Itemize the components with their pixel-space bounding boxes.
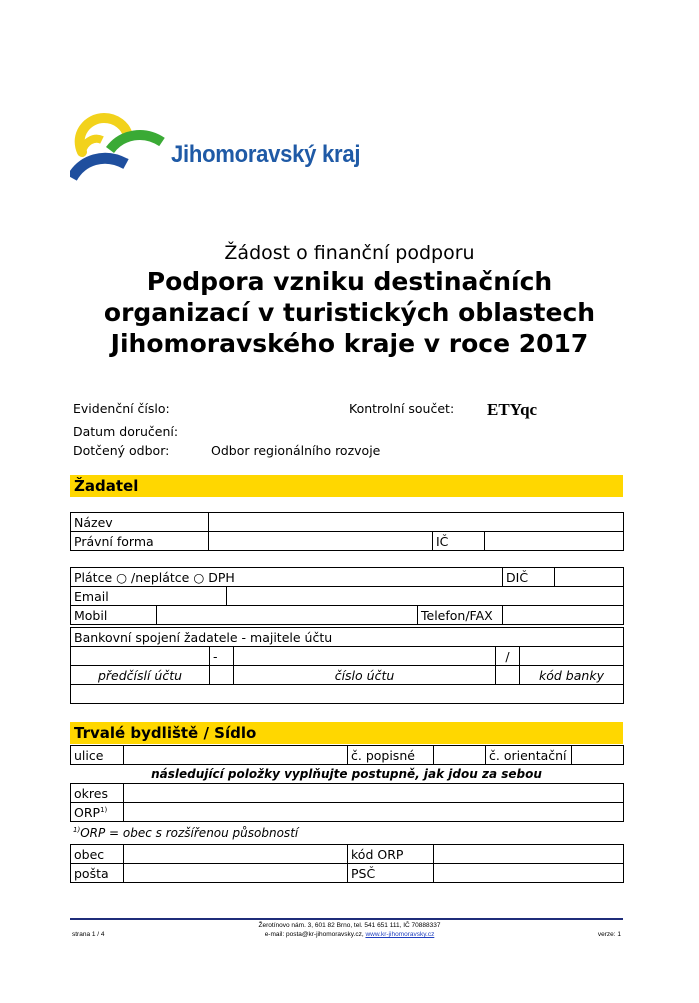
- kod-orp-label: kód ORP: [348, 845, 434, 864]
- c-popisne-field[interactable]: [434, 746, 486, 765]
- bank-account-table: [70, 627, 624, 704]
- address-region-table: [70, 783, 624, 822]
- footer-email: e-mail: posta@kr-jihomoravsky.cz,: [264, 931, 364, 938]
- mobil-label: Mobil: [71, 606, 157, 625]
- address-city-table: [70, 844, 624, 883]
- posta-label: pošta: [71, 864, 124, 883]
- blank-cell: [210, 666, 234, 685]
- psc-label: PSČ: [348, 864, 434, 883]
- obec-field[interactable]: [124, 845, 348, 864]
- cislo-uctu-field[interactable]: [234, 647, 496, 666]
- email-field[interactable]: [227, 587, 624, 606]
- okres-field[interactable]: [124, 784, 624, 803]
- orp-footnote: [73, 826, 298, 840]
- footnote-mark: 1): [73, 826, 81, 834]
- predcisli-label: předčíslí účtu: [71, 666, 210, 685]
- kod-banky-field[interactable]: [520, 647, 624, 666]
- mobil-field[interactable]: [157, 606, 418, 625]
- fill-order-instruction: následující položky vyplňujte postupně, jak jdou za sebou: [151, 767, 542, 781]
- title-line-3: Jihomoravského kraje v roce 2017: [110, 329, 589, 358]
- dash-separator: -: [210, 647, 234, 666]
- predcisli-field[interactable]: [71, 647, 210, 666]
- footnote-text: ORP = obec s rozšířenou působností: [80, 826, 299, 840]
- telefon-fax-label: Telefon/FAX: [418, 606, 503, 625]
- nazev-field[interactable]: [209, 513, 624, 532]
- posta-field[interactable]: [124, 864, 348, 883]
- kod-banky-label: kód banky: [520, 666, 624, 685]
- document-subtitle: Žádost o finanční podporu: [224, 242, 475, 264]
- okres-label: okres: [71, 784, 124, 803]
- ic-label: IČ: [433, 532, 485, 551]
- logo-text: Jihomoravský kraj: [171, 141, 361, 168]
- footer-web-link[interactable]: www.kr-jihomoravsky.cz: [365, 931, 435, 938]
- title-line-1: Podpora vzniku destinačních: [146, 267, 553, 296]
- nazev-label: Název: [71, 513, 209, 532]
- ulice-label: ulice: [71, 746, 124, 765]
- bank-extra-row[interactable]: [71, 685, 624, 704]
- zadatel-contact-table: [70, 567, 624, 625]
- psc-field[interactable]: [434, 864, 624, 883]
- version-label: verze: 1: [597, 931, 621, 938]
- datum-doruceni-label: Datum doručení:: [73, 424, 179, 439]
- platce-dph-field[interactable]: Plátce ○ /neplátce ○ DPH: [71, 568, 503, 587]
- address-street-table: [70, 745, 624, 765]
- pravni-forma-label: Právní forma: [71, 532, 209, 551]
- page-number: strana 1 / 4: [72, 931, 105, 938]
- evidencni-cislo-label: Evidenční číslo:: [73, 401, 170, 416]
- telefon-fax-field[interactable]: [503, 606, 624, 625]
- c-orientacni-label: č. orientační: [486, 746, 572, 765]
- orp-footnote-mark: 1): [100, 805, 108, 814]
- zadatel-name-table: [70, 512, 624, 551]
- cislo-uctu-label: číslo účtu: [234, 666, 496, 685]
- slash-separator: /: [496, 647, 520, 666]
- dic-field[interactable]: [555, 568, 624, 587]
- c-popisne-label: č. popisné: [348, 746, 434, 765]
- bank-account-label: Bankovní spojení žadatele - majitele účtu: [71, 628, 624, 647]
- document-title: [0, 266, 699, 359]
- ulice-field[interactable]: [124, 746, 348, 765]
- email-label: Email: [71, 587, 227, 606]
- jihomoravsky-kraj-logo: [70, 112, 170, 184]
- pravni-forma-field[interactable]: [209, 532, 433, 551]
- kontrolni-soucet-value: ETYqc: [487, 400, 538, 419]
- kontrolni-soucet-label: Kontrolní součet:: [349, 401, 455, 416]
- footer-divider: [70, 918, 623, 920]
- orp-field[interactable]: [124, 803, 624, 822]
- footer-address-line: Žerotínovo nám. 3, 601 82 Brno, tel. 541 651 111, IČ 70888337: [258, 922, 441, 929]
- section-bydliste-header: Trvalé bydliště / Sídlo: [70, 722, 623, 744]
- ic-field[interactable]: [485, 532, 624, 551]
- dotceny-odbor-value: Odbor regionálního rozvoje: [211, 443, 381, 458]
- obec-label: obec: [71, 845, 124, 864]
- orp-text: ORP: [74, 804, 101, 820]
- title-line-2: organizací v turistických oblastech: [103, 298, 596, 327]
- kod-orp-field[interactable]: [434, 845, 624, 864]
- dic-label: DIČ: [503, 568, 555, 587]
- blank-cell: [496, 666, 520, 685]
- dotceny-odbor-label: Dotčený odbor:: [73, 443, 170, 458]
- c-orientacni-field[interactable]: [572, 746, 624, 765]
- orp-label: [71, 803, 124, 822]
- section-zadatel-header: Žadatel: [70, 475, 623, 497]
